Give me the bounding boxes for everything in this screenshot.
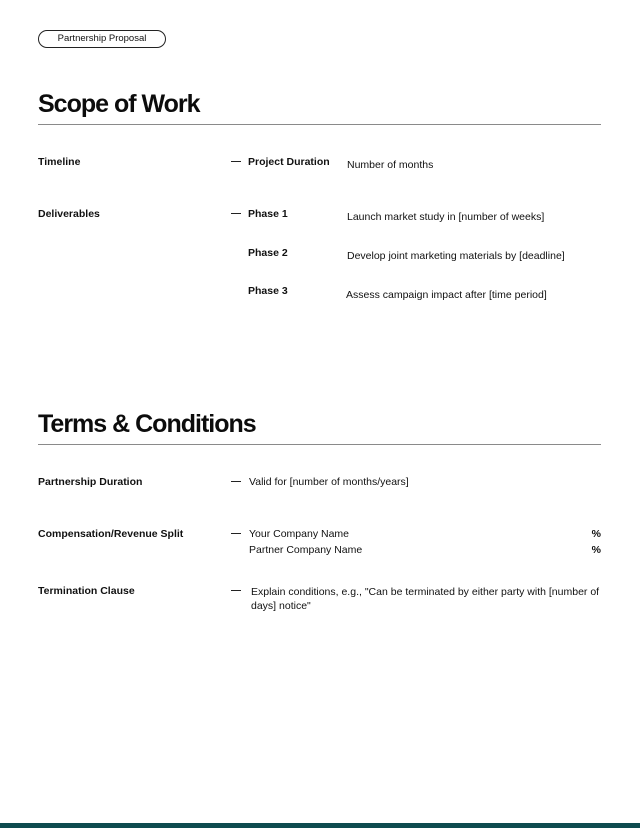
project-duration-label: Project Duration	[248, 156, 330, 168]
partnership-duration-value: Valid for [number of months/years]	[249, 476, 409, 488]
project-duration-value: Number of months	[347, 159, 434, 171]
phase-3-value: Assess campaign impact after [time period]	[346, 289, 547, 301]
terms-divider	[38, 444, 601, 445]
phase-2-value: Develop joint marketing materials by [deadline]	[347, 250, 565, 262]
termination-value: Explain conditions, e.g., "Can be terminated by either party with [number of days] notice"	[251, 586, 600, 612]
partner-company-percent: %	[591, 544, 601, 556]
compensation-label: Compensation/Revenue Split	[38, 528, 184, 540]
deliverables-label: Deliverables	[38, 208, 100, 220]
termination-label: Termination Clause	[38, 585, 135, 597]
phase-2-label: Phase 2	[248, 247, 288, 259]
your-company-name: Your Company Name	[249, 528, 349, 540]
deliverables-dash	[231, 213, 241, 214]
compensation-dash	[231, 533, 241, 534]
timeline-label: Timeline	[38, 156, 81, 168]
partnership-duration-dash	[231, 481, 241, 482]
partner-company-name: Partner Company Name	[249, 544, 363, 556]
document-badge-label: Partnership Proposal	[57, 33, 147, 44]
document-badge	[38, 30, 166, 48]
phase-3-label: Phase 3	[248, 285, 288, 297]
partnership-duration-label: Partnership Duration	[38, 476, 143, 488]
scope-heading: Scope of Work	[38, 90, 200, 118]
phase-1-label: Phase 1	[248, 208, 288, 220]
termination-dash	[231, 590, 241, 591]
terms-heading: Terms & Conditions	[38, 410, 256, 438]
footer-accent-bar	[0, 823, 640, 828]
your-company-percent: %	[591, 528, 601, 540]
scope-divider	[38, 124, 601, 125]
timeline-dash	[231, 161, 241, 162]
phase-1-value: Launch market study in [number of weeks]	[347, 211, 545, 223]
